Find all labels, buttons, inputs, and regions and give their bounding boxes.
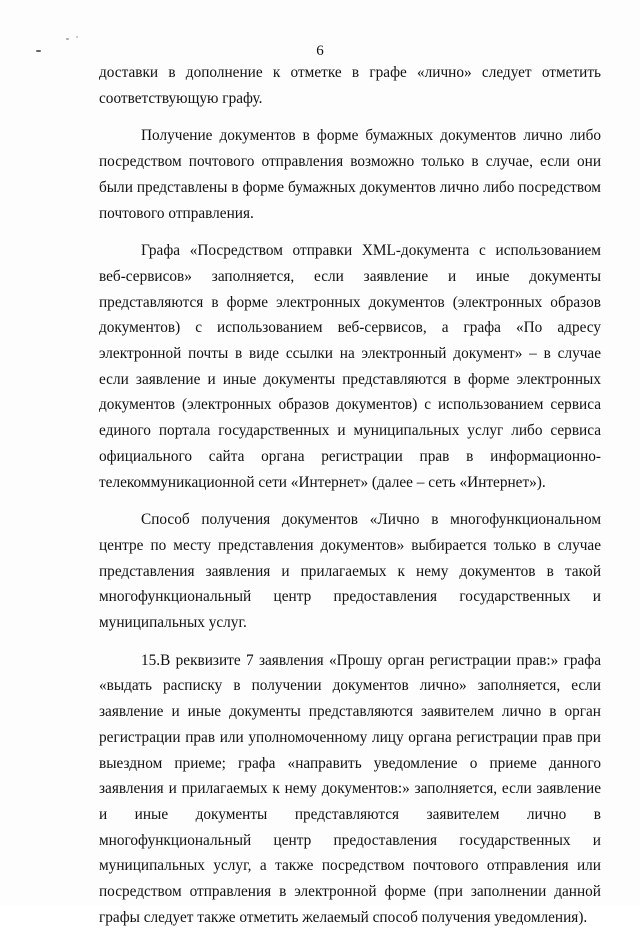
document-body [99,60,601,931]
page-number: 6 [316,43,324,59]
scan-speck [66,38,69,40]
paragraph-paper-documents: Получение документов в форме бумажных документов лично либо посредством почтового отправления возможно только в случае, если они были представлены в форме бумажных документов лично либо посредством почтового отправления. [99,127,601,222]
paragraph-item-15: 15.В реквизите 7 заявления «Прошу орган регистрации прав:» графа «выдать расписку в получении документов лично» заполняется, если заявление и иные документы представляются заявителем лично в орган регистрации прав или уполномоченному лицу органа регистрации прав при выездном приеме; графа «направить уведомление о приеме данного заявления и прилагаемых к нему документов:» заполняется, если заявление и иные документы представляются заявителем лично в многофункциональный центр предоставления государственных и муниципальных услуг, а также посредством почтового отправления или посредством отправления в электронной форме (при заполнении данной графы следует также отметить желаемый способ получения уведомления). [99,651,601,926]
paragraph-mfc-pickup: Способ получения документов «Лично в многофункциональном центре по месту представления документов» выбирается только в случае представления заявления и прилагаемых к нему документов в такой многофункциональный центр предоставления государственных и муниципальных услуг. [99,511,601,632]
paragraph-xml-web-services: Графа «Посредством отправки XML-документа с использованием веб-сервисов» заполняется, если заявление и иные документы представляются в форме электронных документов (электронных образов документов) с использованием веб-сервисов, а графа «По адресу электронной почты в виде ссылки на электронный документ» – в случае если заявление и иные документы представляются в форме электронных документов (электронных образов документов) с использованием сервиса единого портала государственных и муниципальных услуг либо сервиса официального сайта органа регистрации прав в информационно-телекоммуникационной сети «Интернет» (далее – сеть «Интернет»). [99,242,601,491]
paragraph-continuation: доставки в дополнение к отметке в графе «лично» следует отметить соответствующую графу. [99,64,601,107]
scan-speck [76,36,78,38]
